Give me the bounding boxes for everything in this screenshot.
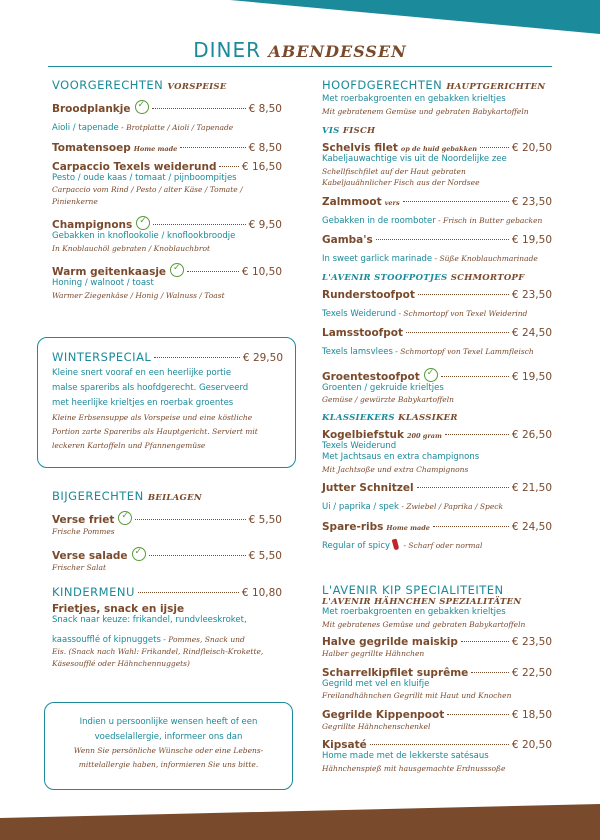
item-desc-de: Gegrillte Hähnchenschenkel [322,721,431,731]
right-column [322,78,552,559]
menu-item-jutter-schnitzel [322,482,552,514]
menu-item-geitenkaasje [52,261,282,301]
item-name: Jutter Schnitzel [322,482,414,494]
item-price: € 18,50 [511,708,552,721]
item-desc-de: Frischer Salat [52,562,106,572]
allergy-text-nl: voedselallergie, informeer ons dan [94,731,243,742]
item-desc-nl: kaassoufflé of kipnuggets [52,634,161,645]
item-desc-nl: Texels Weiderund [322,308,397,319]
section-kindermenu: KINDERMENU [52,585,135,599]
item-desc-de: Käsesoufflé oder Hähnchennuggets) [52,658,190,668]
item-price: € 8,50 [248,103,282,115]
item-price: € 19,50 [511,370,552,383]
item-desc-de: Schellfischfilet auf der Haut gebraten [322,166,466,176]
item-price: € 23,50 [511,288,552,301]
item-tag: vers [384,198,400,207]
item-price: € 24,50 [511,327,552,339]
item-price: € 16,50 [241,160,282,173]
winterspecial-desc-nl: met heerlijke krieltjes en roerbak groentes [52,398,234,408]
section-hoofdgerechten: HOOFDGERECHTEN HAUPTGERICHTEN [322,78,546,92]
vegetarian-icon [135,100,149,114]
item-price: € 22,50 [511,666,552,679]
item-desc-nl: Snack naar keuze: frikandel, rundvleeskroket, [52,615,247,625]
item-desc-nl: Gebakken in knoflookolie / knoflookbroodje [52,231,236,241]
section-stoofpotjes: L'AVENIR STOOFPOTJES SCHMORTOPF [322,272,525,283]
item-price: € 19,50 [511,234,552,246]
item-price: € 5,50 [248,549,282,562]
menu-item-groentestoofpot [322,366,552,406]
item-desc-nl: Groenten / gekruide krieltjes [322,382,444,393]
title-divider [48,66,552,67]
item-desc-de: Carpaccio vom Rind / Pesto / alter Käse / Tomate / [52,185,243,194]
item-desc-nl: In sweet garlick marinade [322,254,433,264]
item-desc-nl: Kabeljauwachtige vis uit de Noordelijke zee [322,154,507,164]
item-desc-nl: Aioli / tapenade [52,123,119,133]
item-desc-de: Mit Jachtsoße und extra Champignons [322,464,469,474]
item-price: € 5,50 [248,514,282,526]
item-name: Zalmmoot [322,195,382,208]
bijgerechten-block [52,489,282,676]
item-desc-de: - Schmortopf von Texel Lammfleisch [392,347,534,356]
menu-item-maiskip [322,636,552,660]
menu-item-verse-friet [52,509,282,538]
item-desc-de: In Knoblauchöl gebraten / Knoblauchbrot [52,243,211,253]
allergy-text-nl: Indien u persoonlijke wensen heeft of een [79,717,258,727]
item-name: Champignons [52,219,133,231]
item-name: Kipsaté [322,739,367,751]
menu-item-broodplankje [52,98,282,135]
item-desc-nl: Regular of spicy [322,540,391,551]
section-kip-de: L'AVENIR HÄHNCHEN SPEZIALITÄTEN [322,597,522,607]
menu-item-kipsate [322,739,552,774]
winterspecial-desc-nl: Kleine snert vooraf en een heerlijke portie [52,368,232,378]
kindermenu-header [52,585,282,599]
item-price: € 21,50 [511,482,552,494]
vegetarian-icon [170,263,184,277]
section-vis: VIS FISCH [322,126,376,136]
item-name: Kogelbiefstuk [322,428,404,441]
item-name: Spare-ribs [322,520,384,533]
item-desc-de: - Schmortopf von Texel Weiderind [396,308,528,318]
section-voorgerechten: VOORGERECHTEN VORSPEISE [52,78,227,92]
item-name: Gamba's [322,234,373,246]
menu-item-verse-salade [52,545,282,574]
menu-item-zalmmoot [322,196,552,228]
winterspecial-title: WINTERSPECIAL [52,350,152,364]
item-tag: Home made [386,523,430,532]
menu-item-carpaccio [52,161,282,208]
chili-pepper-icon [392,538,400,550]
section-bijgerechten: BIJGERECHTEN BEILAGEN [52,489,202,503]
item-desc-nl: Pesto / oude kaas / tomaat / pijnboompitjes [52,172,237,183]
item-desc-nl: Gebakken in de roomboter [322,215,436,226]
item-desc-de: Halber gegrillte Hähnchen [322,649,425,658]
item-desc-de: - Frisch in Butter gebacken [435,215,543,225]
item-name: Frietjes, snack en ijsje [52,603,185,615]
menu-item-kindermenu [52,603,282,669]
item-desc-de: - Pommes, Snack und [160,634,245,644]
item-tag: op de huid gebakken [400,145,477,153]
item-price: € 23,50 [511,195,552,208]
item-desc-de: Freilandhähnchen Gegrillt mit Haut und Knochen [322,691,512,700]
item-desc-nl: Gegrild met vel en kluifje [322,678,430,689]
item-price: € 8,50 [248,141,282,154]
allergy-text-de: Wenn Sie persönliche Wünsche oder eine Lebens- [73,746,264,755]
item-desc-nl: Ui / paprika / spek [322,502,399,512]
item-name: Lamsstoofpot [322,327,403,339]
item-desc-de: Eis. (Snack nach Wahl: Frikandel, Rindfleisch-Krokette, [52,647,264,656]
item-price: € 23,50 [511,636,552,648]
item-desc-de: Pinienkerne [52,196,98,206]
item-name: Groentestoofpot [322,370,420,383]
item-desc-de: - Zwiebel / Paprika / Speck [398,502,504,511]
item-desc-nl: Texels lamsvlees [322,347,393,357]
item-price: € 10,50 [241,266,282,278]
item-desc-de: Frische Pommes [52,527,115,536]
item-name: Halve gegrilde maiskip [322,636,458,648]
item-name: Broodplankje [52,103,131,115]
kip-desc-de: Mit gebratenes Gemüse und gebraten Babykartoffeln [322,619,526,629]
item-price: € 20,50 [511,142,552,154]
item-tag: 200 gram [406,431,442,440]
item-name: Verse friet [52,514,115,526]
menu-item-scharrelkipfilet [322,667,552,702]
kip-desc-nl: Met roerbakgroenten en gebakken krieltjes [322,607,506,617]
top-decorative-band [0,0,600,34]
item-name: Schelvis filet [322,142,398,154]
hoofdgerechten-desc-de: Mit gebratenem Gemüse und gebraten Babykartoffeln [322,106,529,116]
item-desc-nl: Texels Weiderund [322,440,397,451]
menu-item-lamsstoofpot [322,327,552,359]
title-nl: DINER [193,38,262,62]
item-price: € 24,50 [511,520,552,533]
winterspecial-price: € 29,50 [242,352,283,364]
page-title [0,38,600,62]
menu-item-tomatensoep [52,142,282,154]
winterspecial-desc-de: Portion zarte Spareribs als Hauptgericht. Serviert mit [52,427,258,436]
item-price: € 20,50 [511,739,552,751]
kindermenu-price: € 10,80 [241,587,282,599]
section-kip: L'AVENIR KIP SPECIALITEITEN [322,583,504,597]
menu-item-schelvis [322,142,552,189]
menu-item-kogelbiefstuk [322,429,552,476]
item-name: Carpaccio Texels weiderund [52,160,217,173]
menu-item-kippenpoot [322,709,552,733]
item-price: € 26,50 [511,428,552,441]
vegetarian-icon [132,547,146,561]
item-desc-nl: Met Jachtsaus en extra champignons [322,452,480,462]
vegetarian-icon [424,368,438,382]
item-desc-de: Warmer Ziegenkäse / Honig / Walnuss / Toast [52,290,225,300]
item-desc-de: - Scharf oder normal [401,540,483,550]
item-name: Scharrelkipfilet suprême [322,666,469,679]
menu-item-champignons [52,214,282,254]
item-price: € 9,50 [248,219,282,231]
vegetarian-icon [136,216,150,230]
item-name: Gegrilde Kippenpoot [322,708,445,721]
vegetarian-icon [118,511,132,525]
item-desc-nl: Home made met de lekkerste satésaus [322,751,489,761]
menu-item-runderstoofpot [322,289,552,321]
winterspecial-box [37,337,296,468]
allergy-text-de: mittelallergie haben, informieren Sie uns bitte. [78,760,259,769]
item-desc-de: Hähnchenspieß mit hausgemachte Erdnusssoße [322,763,506,773]
item-name: Tomatensoep [52,141,131,154]
allergy-notice-box [44,702,293,790]
section-klassiekers: KLASSIEKERS KLASSIKER [322,412,458,423]
item-desc-de: Gemüse / gewürzte Babykartoffeln [322,395,454,404]
item-desc-de: - Süße Knoblauchmarinade [432,254,538,263]
item-desc-de: - Brotplatte / Aioli / Tapenade [118,123,234,132]
item-name: Warm geitenkaasje [52,266,167,278]
menu-item-spare-ribs [322,521,552,553]
left-column [52,78,282,308]
item-name: Verse salade [52,549,128,562]
item-tag: Home made [133,144,178,153]
winterspecial-desc-de: Kleine Erbsensuppe als Vorspeise und eine köstliche [52,413,253,422]
bottom-decorative-band [0,804,600,840]
kip-block [322,583,552,781]
menu-item-gambas [322,234,552,266]
item-desc-nl: Honing / walnoot / toast [52,278,154,288]
title-de: ABENDESSEN [268,42,407,61]
item-name: Runderstoofpot [322,288,415,301]
hoofdgerechten-desc-nl: Met roerbakgroenten en gebakken krieltjes [322,94,506,104]
winterspecial-desc-de: leckeren Kartoffeln und Pfannengemüse [52,441,206,450]
item-desc-de: Kabeljauähnlicher Fisch aus der Nordsee [322,178,480,187]
winterspecial-desc-nl: malse spareribs als hoofdgerecht. Geserveerd [52,383,249,393]
